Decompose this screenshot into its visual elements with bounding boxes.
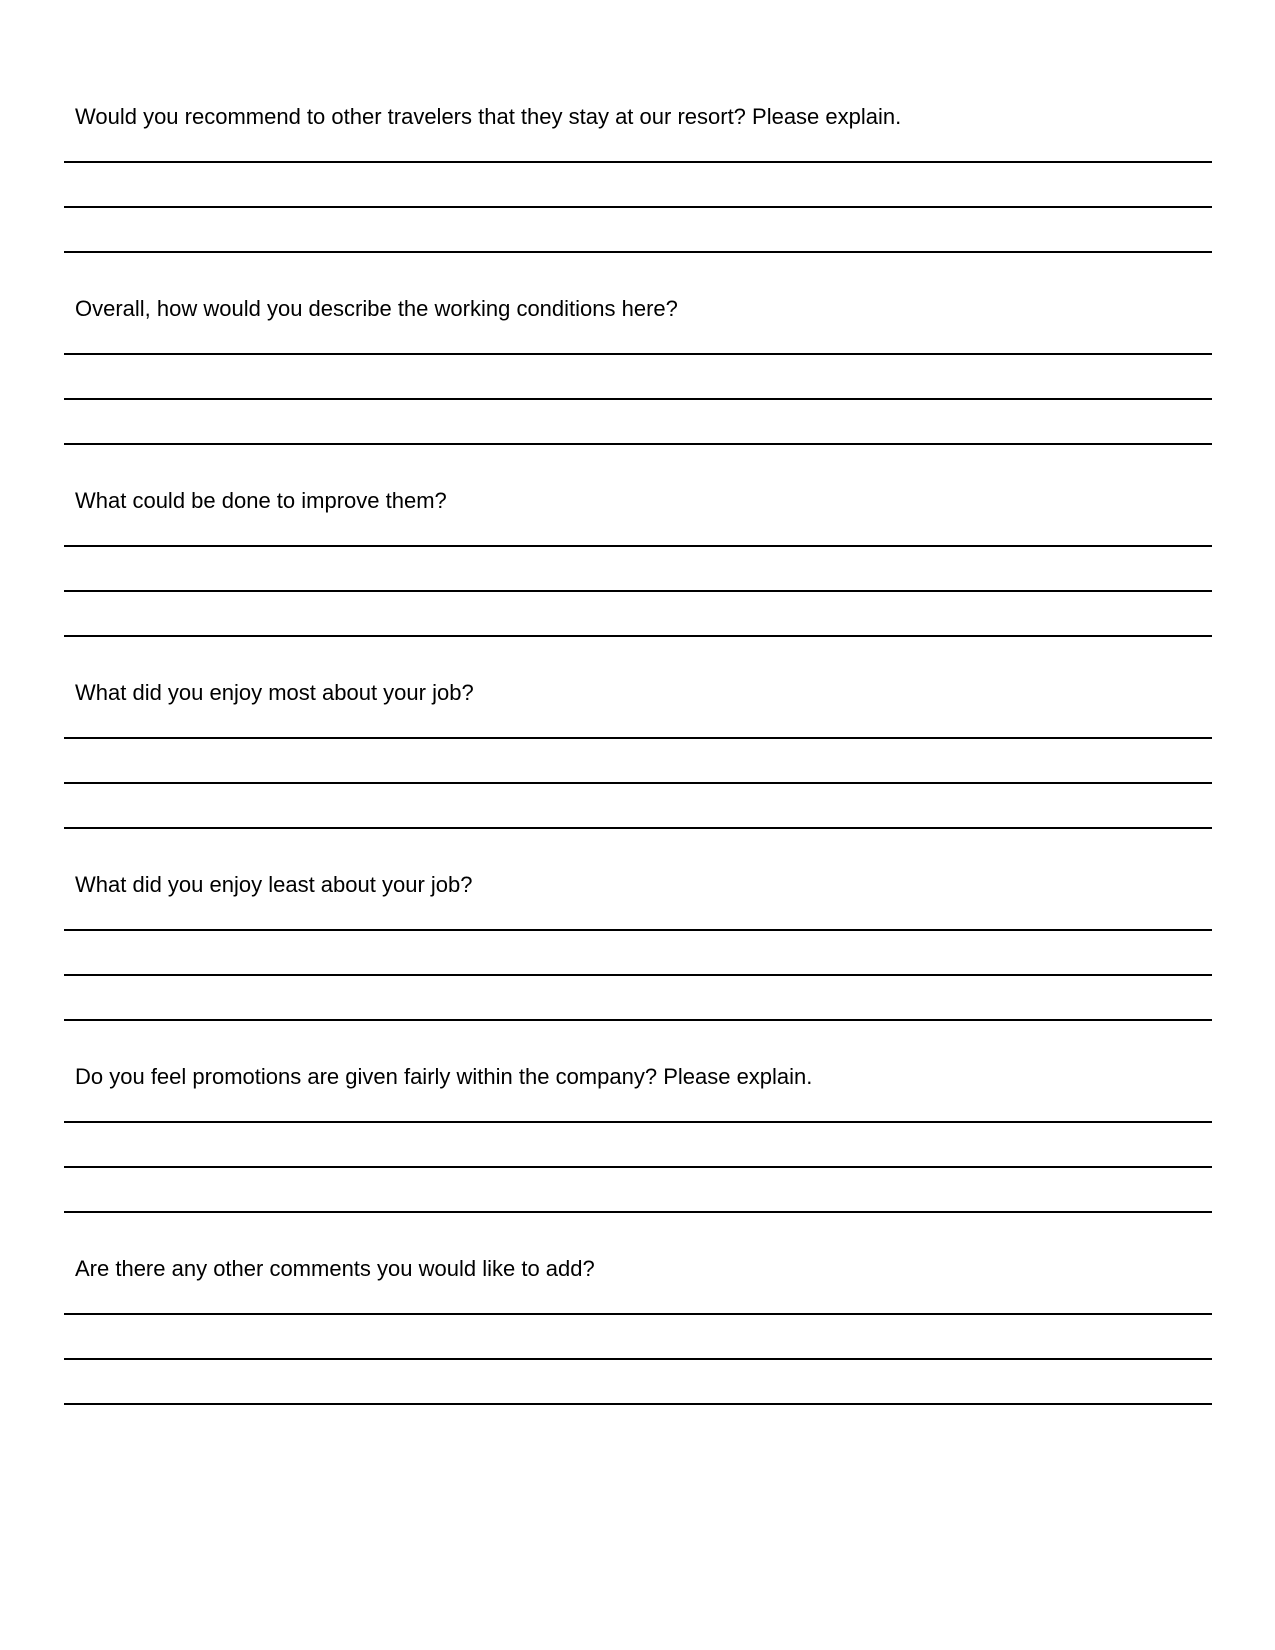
question-block-other-comments	[64, 1254, 1212, 1446]
answer-line[interactable]	[64, 635, 1212, 637]
answer-line[interactable]	[64, 251, 1212, 253]
answer-line[interactable]	[64, 827, 1212, 829]
question-block-promotions	[64, 1062, 1212, 1254]
answer-line[interactable]	[64, 974, 1212, 976]
answer-line[interactable]	[64, 1211, 1212, 1213]
question-text: Overall, how would you describe the working conditions here?	[75, 296, 678, 321]
answer-line[interactable]	[64, 161, 1212, 163]
question-block-improve	[64, 486, 1212, 678]
answer-line[interactable]	[64, 1166, 1212, 1168]
question-block-recommend	[64, 102, 1212, 294]
answer-line[interactable]	[64, 1358, 1212, 1360]
question-text: What did you enjoy most about your job?	[75, 680, 474, 705]
answer-line[interactable]	[64, 398, 1212, 400]
question-text: Are there any other comments you would like to add?	[75, 1256, 595, 1281]
question-text: What did you enjoy least about your job?	[75, 872, 473, 897]
answer-line[interactable]	[64, 1313, 1212, 1315]
answer-line[interactable]	[64, 737, 1212, 739]
question-text: Do you feel promotions are given fairly within the company? Please explain.	[75, 1064, 813, 1089]
answer-line[interactable]	[64, 443, 1212, 445]
question-block-working-conditions	[64, 294, 1212, 486]
answer-line[interactable]	[64, 1019, 1212, 1021]
question-text: What could be done to improve them?	[75, 488, 447, 513]
question-text: Would you recommend to other travelers that they stay at our resort? Please explain.	[75, 104, 902, 129]
answer-line[interactable]	[64, 353, 1212, 355]
answer-line[interactable]	[64, 1403, 1212, 1405]
answer-line[interactable]	[64, 206, 1212, 208]
answer-line[interactable]	[64, 782, 1212, 784]
answer-line[interactable]	[64, 545, 1212, 547]
question-block-enjoy-most	[64, 678, 1212, 870]
answer-line[interactable]	[64, 929, 1212, 931]
answer-line[interactable]	[64, 1121, 1212, 1123]
answer-line[interactable]	[64, 590, 1212, 592]
question-block-enjoy-least	[64, 870, 1212, 1062]
